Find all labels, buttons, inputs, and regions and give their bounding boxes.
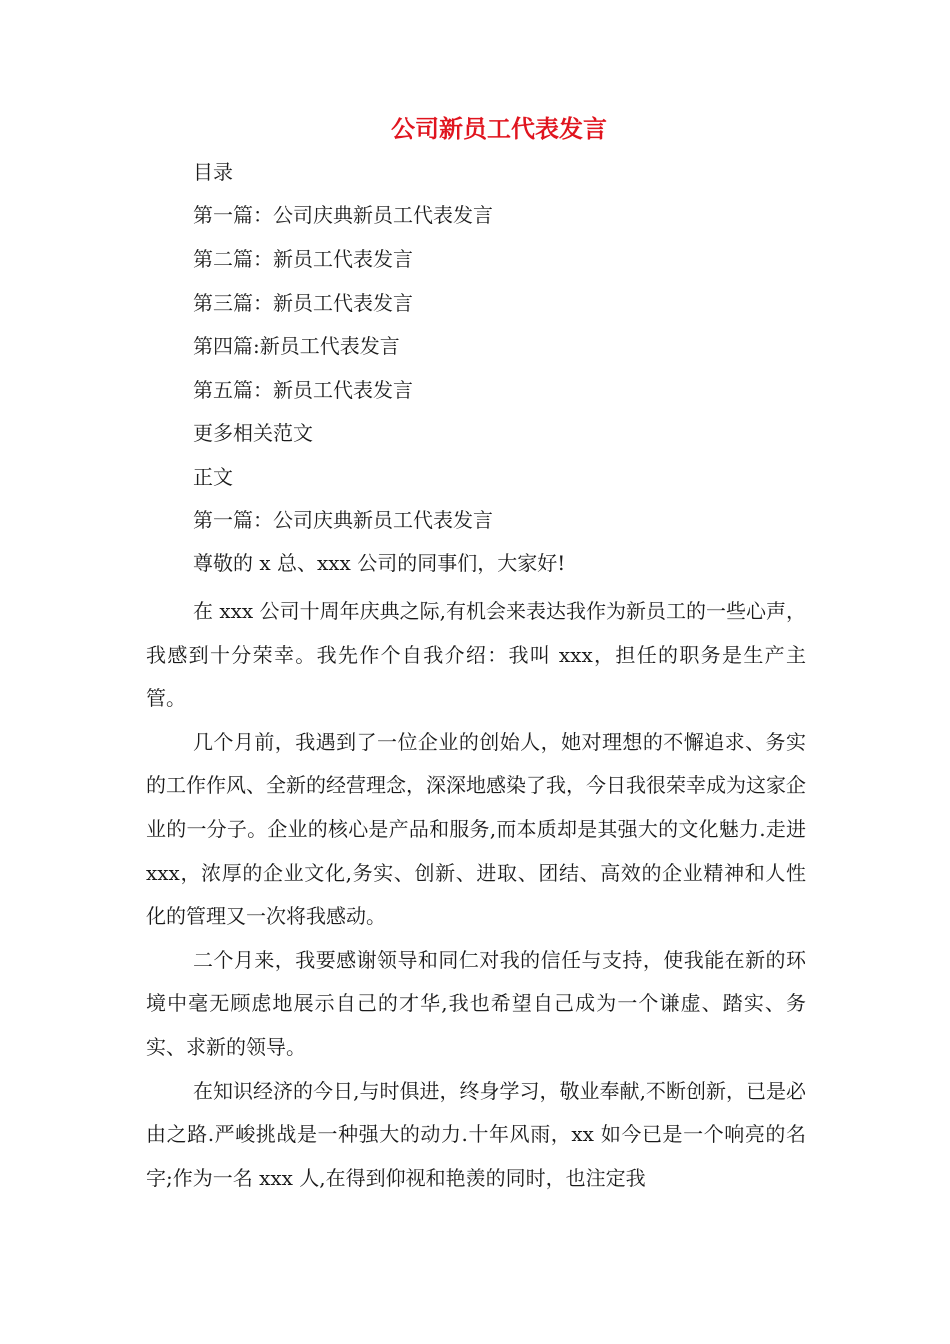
paragraph: 在知识经济的今日,与时俱进，终身学习，敬业奉献,不断创新，已是必由之路.严峻挑战是一种强大的动力.十年风雨，xx 如今已是一个响亮的名字;作为一名 xxx 人,在得到仰视和艳羡的同时，也注定我 — [146, 1078, 806, 1190]
section-title: 第一篇：公司庆典新员工代表发言 — [193, 508, 493, 532]
body-heading: 正文 — [193, 465, 233, 489]
toc-item[interactable]: 第一篇：公司庆典新员工代表发言 — [193, 203, 493, 227]
paragraph: 二个月来，我要感谢领导和同仁对我的信任与支持，使我能在新的环境中毫无顾虑地展示自己的才华,我也希望自己成为一个谦虚、踏实、务实、求新的领导。 — [146, 947, 806, 1059]
paragraph: 在 xxx 公司十周年庆典之际,有机会来表达我作为新员工的一些心声，我感到十分荣幸。我先作个自我介绍：我叫 xxx，担任的职务是生产主管。 — [146, 599, 806, 711]
paragraph: 几个月前，我遇到了一位企业的创始人，她对理想的不懈追求、务实的工作作风、全新的经营理念，深深地感染了我，今日我很荣幸成为这家企业的一分子。企业的核心是产品和服务,而本质却是其强大的文化魅力.走进 xxx，浓厚的企业文化,务实、创新、进取、团结、高效的企业精神和人性化的管理又一次将我感动。 — [146, 729, 806, 929]
toc-item[interactable]: 第四篇:新员工代表发言 — [193, 334, 400, 358]
toc-item[interactable]: 更多相关范文 — [193, 421, 313, 445]
toc-item[interactable]: 第二篇：新员工代表发言 — [193, 247, 413, 271]
toc-item[interactable]: 第三篇：新员工代表发言 — [193, 291, 413, 315]
toc-item[interactable]: 第五篇：新员工代表发言 — [193, 378, 413, 402]
document-title: 公司新员工代表发言 — [391, 115, 607, 143]
toc-heading: 目录 — [193, 160, 233, 184]
body-text — [146, 590, 806, 1200]
greeting: 尊敬的 x 总、xxx 公司的同事们，大家好! — [193, 551, 566, 575]
